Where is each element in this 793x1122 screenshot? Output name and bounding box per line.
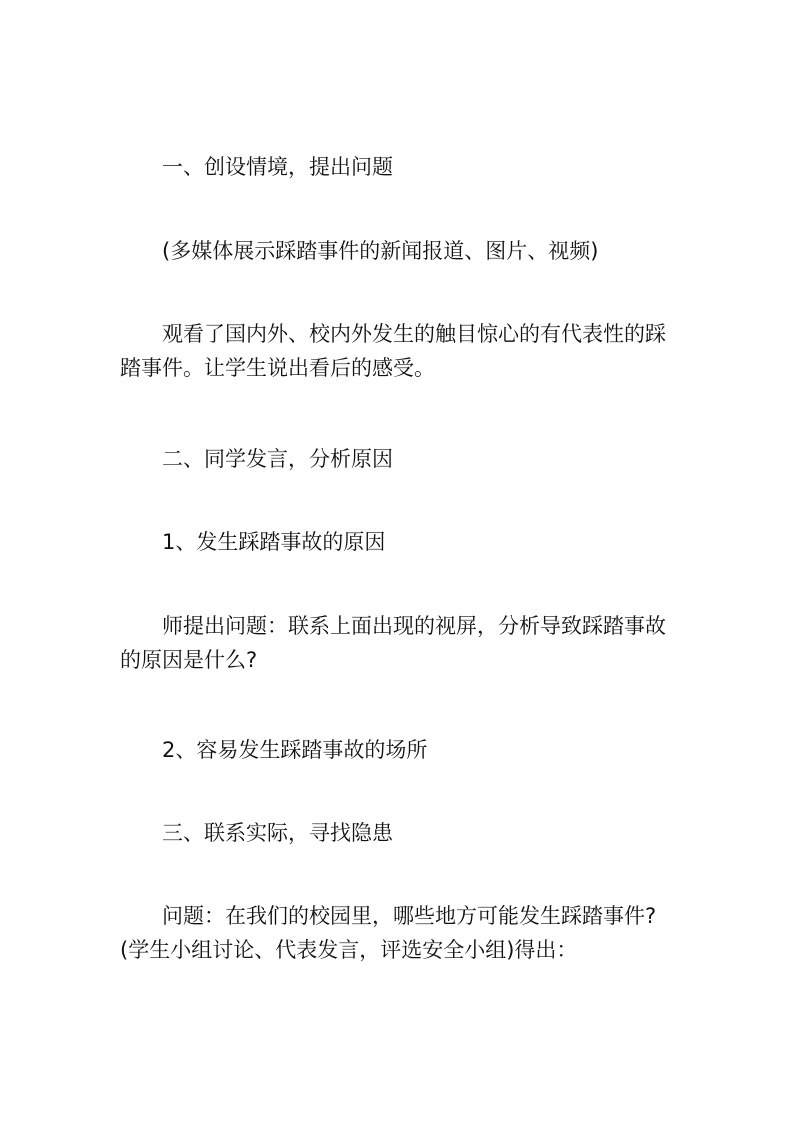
section-heading-3: 三、联系实际，寻找隐患 [162, 821, 393, 845]
subheading-places: 2、容易发生踩踏事故的场所 [162, 738, 428, 762]
section-heading-2: 二、同学发言，分析原因 [162, 447, 393, 471]
subheading-causes: 1、发生踩踏事故的原因 [162, 530, 386, 554]
section-heading-1: 一、创设情境，提出问题 [162, 155, 393, 179]
paragraph-teacher-question: 师提出问题：联系上面出现的视屏，分析导致踩踏事故的原因是什么? [120, 614, 666, 672]
paragraph-campus-question: 问题：在我们的校园里，哪些地方可能发生踩踏事件?(学生小组讨论、代表发言，评选安全小组)得出： [120, 904, 657, 962]
paragraph-watch-events: 观看了国内外、校内外发生的触目惊心的有代表性的踩踏事件。让学生说出看后的感受。 [120, 322, 666, 380]
paragraph-media-note: (多媒体展示踩踏事件的新闻报道、图片、视频) [162, 239, 599, 263]
